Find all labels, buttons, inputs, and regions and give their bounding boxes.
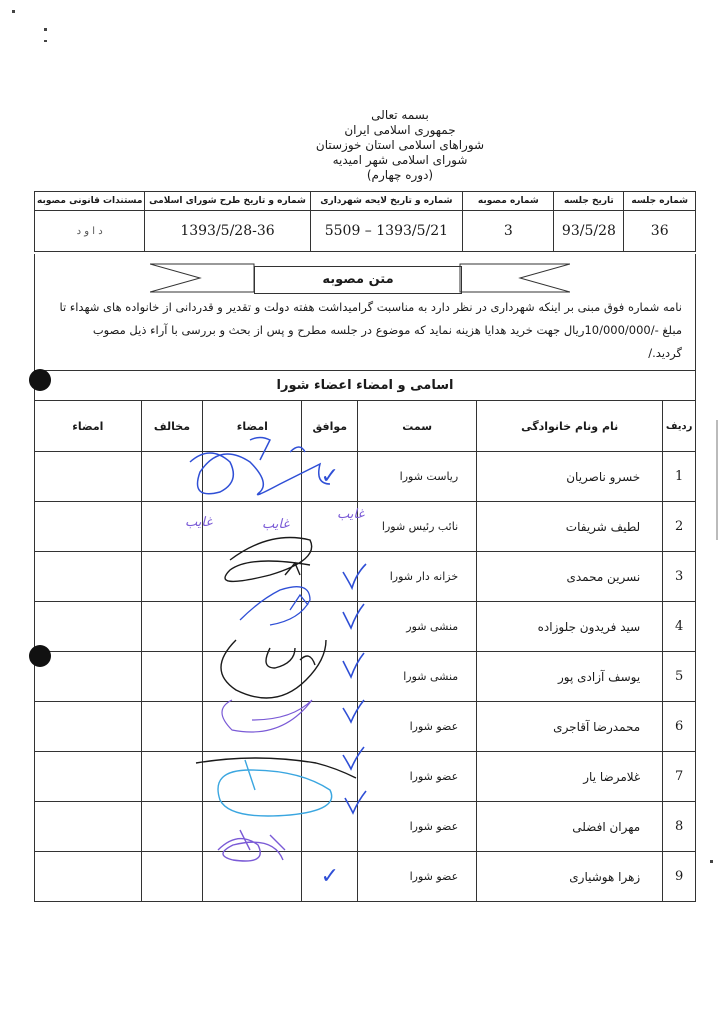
header-municipality-bill: شماره و تاریخ لایحه شهرداری xyxy=(310,192,463,211)
header-role: سمت xyxy=(358,401,477,452)
members-title: اسامی و امضاء اعضاء شورا xyxy=(34,370,696,401)
council-plan: 1393/5/28-36 xyxy=(145,211,310,252)
member-number: 4 xyxy=(663,602,696,652)
header-line-2: جمهوری اسلامی ایران xyxy=(344,123,456,137)
member-number: 6 xyxy=(663,702,696,752)
member-number: 9 xyxy=(663,852,696,902)
agree-check: ✓ xyxy=(302,452,358,502)
header-legal-documents: مستندات قانونی مصوبه xyxy=(35,192,145,211)
absent-note-3: غایب xyxy=(337,507,365,522)
header-line-1: بسمه تعالی xyxy=(371,108,429,122)
header-sign: امضاء xyxy=(203,401,302,452)
signature-row-3 xyxy=(225,538,312,582)
member-name: خسرو ناصریان xyxy=(477,452,663,502)
header-radif: ردیف xyxy=(663,401,696,452)
member-name: سید فریدون جلوزاده xyxy=(477,602,663,652)
member-role: نائب رئیس شورا xyxy=(358,502,477,552)
header-council-plan: شماره و تاریخ طرح شورای اسلامی xyxy=(145,192,310,211)
member-number: 8 xyxy=(663,802,696,852)
signature-row-4 xyxy=(240,587,310,625)
municipality-bill: 1393/5/21 – 5509 xyxy=(310,211,463,252)
signature-row-1 xyxy=(190,438,330,495)
header-line-5: (دوره چهارم) xyxy=(366,168,434,182)
header-oppose: مخالف xyxy=(141,401,203,452)
legal-documents: د ا و د xyxy=(35,211,145,252)
header-resolution-number: شماره مصوبه xyxy=(463,192,554,211)
header-line-3: شوراهای اسلامی استان خوزستان xyxy=(315,138,485,152)
member-number: 2 xyxy=(663,502,696,552)
session-number: 36 xyxy=(624,211,696,252)
agree-checkmarks xyxy=(343,564,366,813)
resolution-line-2: مبلغ -/10/000/000ریال جهت خرید هدایا هزینه نماید که موضوع در جلسه مطرح و پس از بحث و بررسی با آراء ذیل مصوب xyxy=(92,323,682,337)
absent-note-1: غایب xyxy=(185,515,213,530)
resolution-title: متن مصوبه xyxy=(254,266,462,294)
member-name: زهرا هوشیاری xyxy=(477,852,663,902)
signature-row-9 xyxy=(218,830,285,861)
member-number: 1 xyxy=(663,452,696,502)
member-number: 7 xyxy=(663,752,696,802)
member-number: 3 xyxy=(663,552,696,602)
member-role: عضو شورا xyxy=(358,852,477,902)
signature-row-8 xyxy=(218,760,332,816)
header-session-number: شماره جلسه xyxy=(624,192,696,211)
member-name: محمدرضا آقاجری xyxy=(477,702,663,752)
header-sign-2: امضاء xyxy=(35,401,142,452)
resolution-line-3: گردید./ xyxy=(648,346,682,360)
member-name: نسرین محمدی xyxy=(477,552,663,602)
signature-row-6 xyxy=(222,700,312,732)
member-role: منشی شورا xyxy=(358,652,477,702)
member-name: مهران افضلی xyxy=(477,802,663,852)
member-name: لطیف شریفات xyxy=(477,502,663,552)
signature-row-7 xyxy=(196,758,356,778)
member-role: عضو شورا xyxy=(358,752,477,802)
signature-row-5 xyxy=(221,640,326,698)
member-role: عضو شورا xyxy=(358,802,477,852)
member-number: 5 xyxy=(663,652,696,702)
resolution-line-1: نامه شماره فوق مبنی بر اینکه شهرداری در نظر دارد به مناسبت گرامیداشت هفته دولت و تقدیر و قدردانی از خانواده های شهداء تا xyxy=(59,300,682,314)
member-name: یوسف آزادی پور xyxy=(477,652,663,702)
member-name: غلامرضا یار xyxy=(477,752,663,802)
resolution-number: 3 xyxy=(463,211,554,252)
header-agree: موافق xyxy=(302,401,358,452)
member-role: خزانه دار شورا xyxy=(358,552,477,602)
session-date: 93/5/28 xyxy=(554,211,624,252)
header-name: نام ونام خانوادگی xyxy=(477,401,663,452)
member-role: منشی شور xyxy=(358,602,477,652)
agree-check: ✓ xyxy=(302,852,358,902)
absent-note-2: غایب xyxy=(262,517,290,532)
member-role: عضو شورا xyxy=(358,702,477,752)
member-role: ریاست شورا xyxy=(358,452,477,502)
header-line-4: شورای اسلامی شهر امیدیه xyxy=(332,153,468,167)
header-session-date: تاریخ جلسه xyxy=(554,192,624,211)
